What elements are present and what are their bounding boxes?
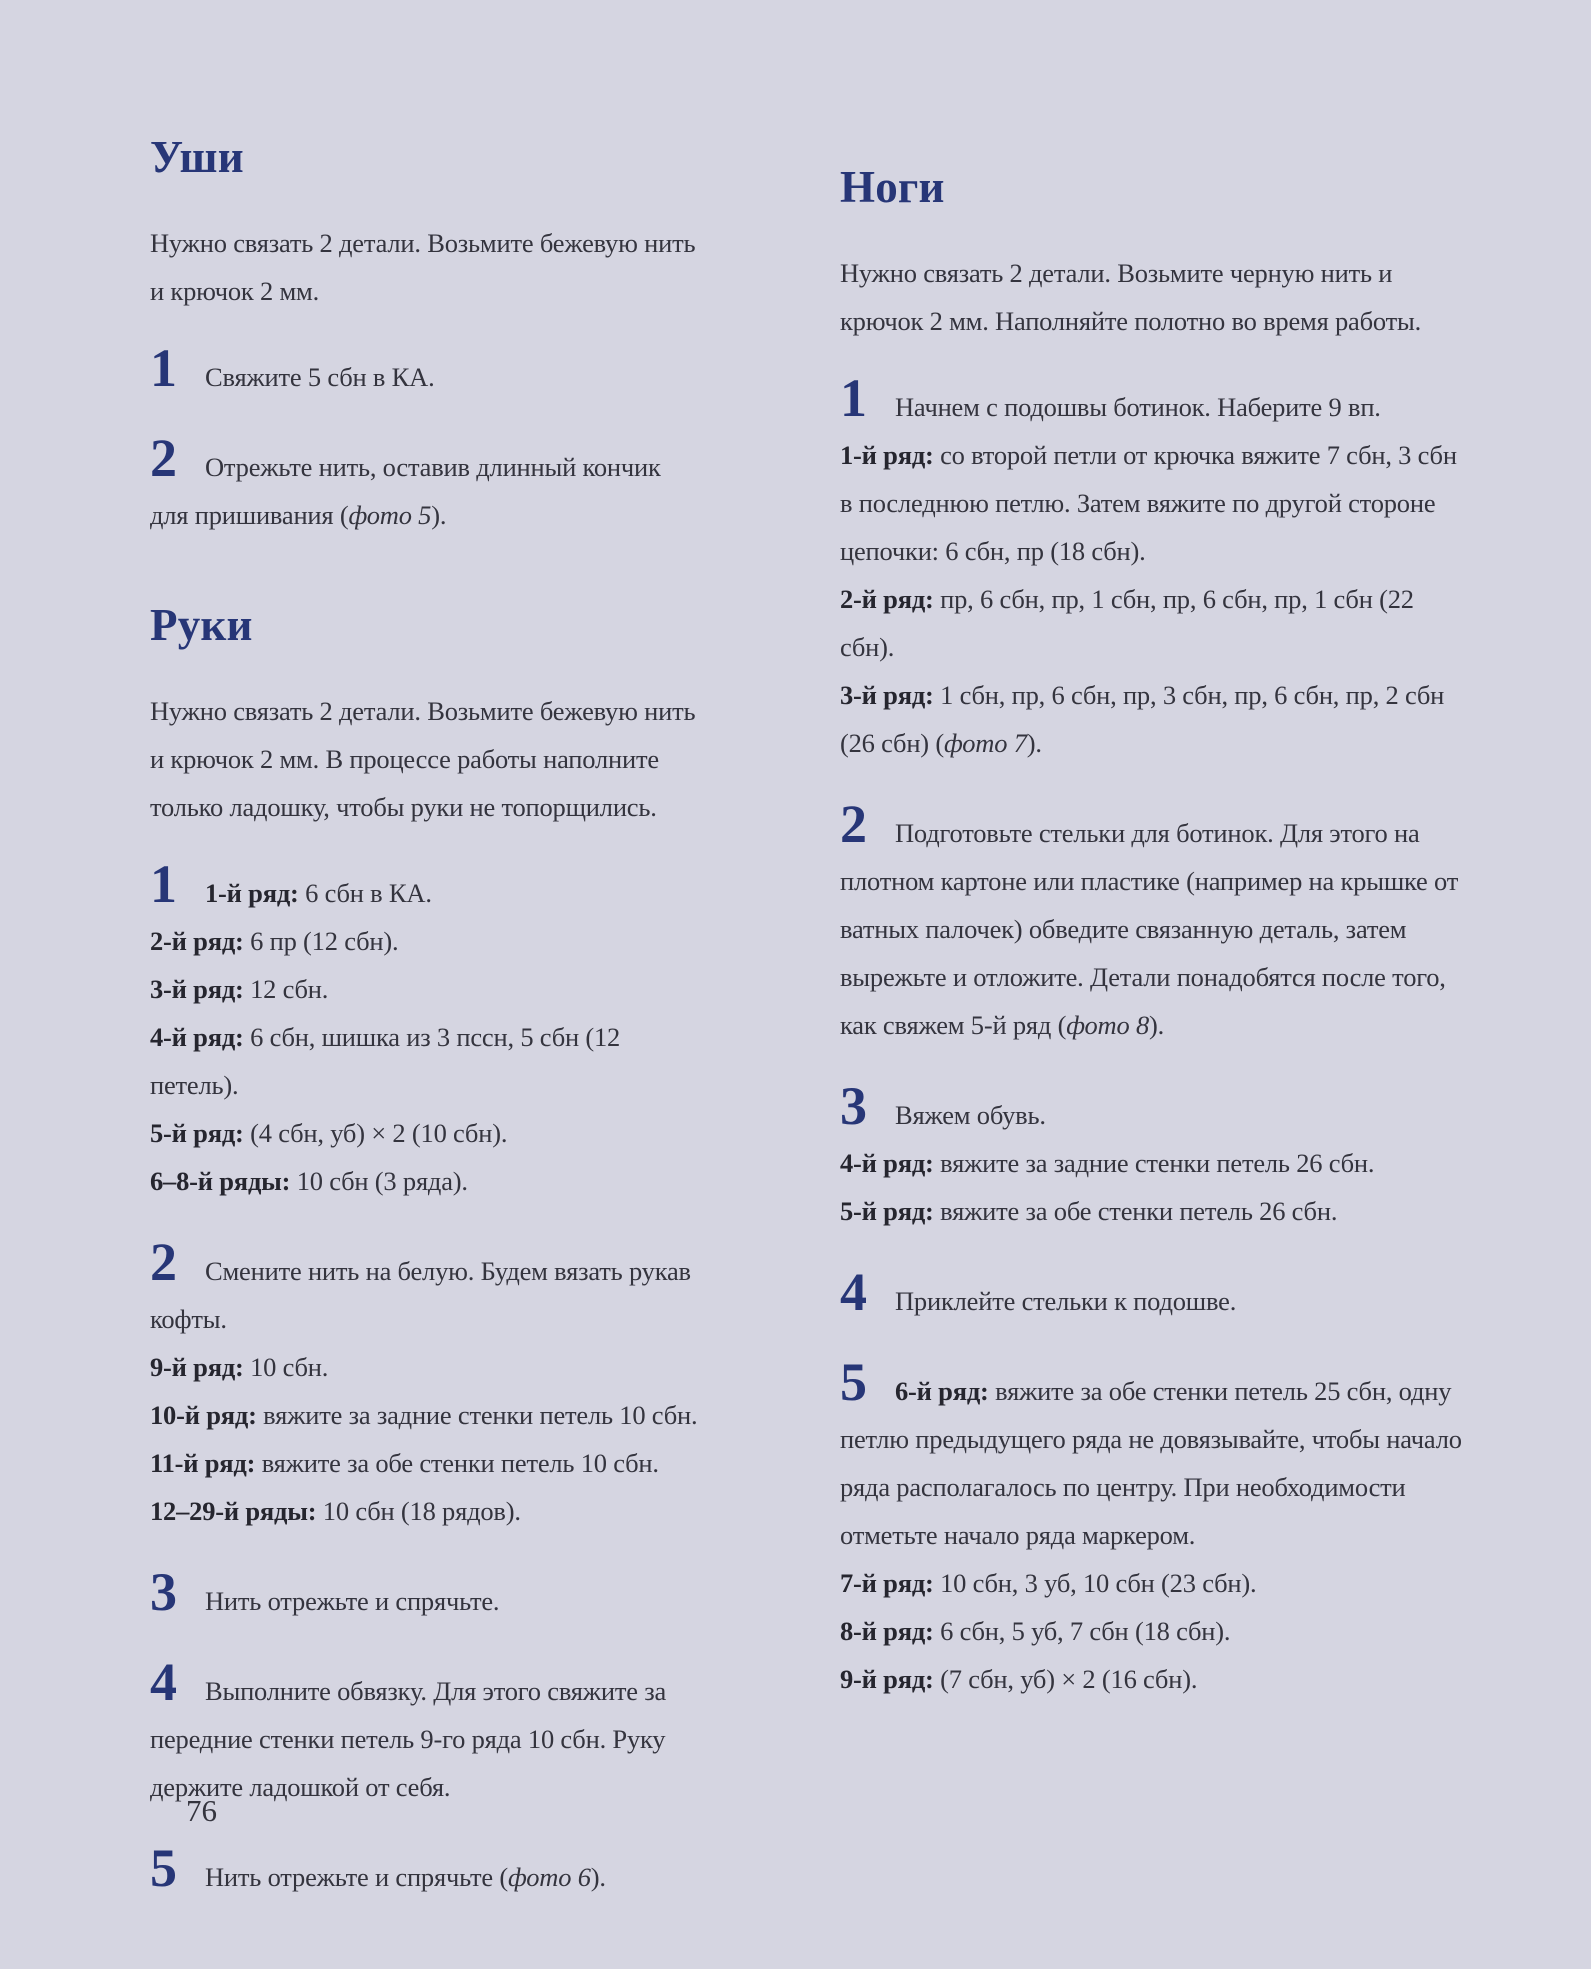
section-title: Руки (150, 600, 253, 650)
row-label: 7-й ряд: (840, 1568, 934, 1598)
intro-paragraph: Нужно связать 2 детали. Возьмите бежевую нить и крючок 2 мм. В процессе работы наполните только ладошку, чтобы руки не топорщились. (150, 696, 696, 822)
step (150, 854, 698, 1205)
section-title: Ноги (840, 162, 945, 212)
photo-reference: фото 7 (943, 728, 1027, 758)
row-label: 9-й ряд: (150, 1352, 244, 1382)
row-label: 1-й ряд: (840, 440, 934, 470)
step (150, 428, 698, 539)
step-row-line: 1-й ряд: со второй петли от крючка вяжите 7 сбн, 3 сбн в последнюю петлю. Затем вяжите по другой стороне цепочки: 6 сбн, пр (18 сбн). (840, 440, 1457, 566)
step-number: 3 (840, 1076, 867, 1136)
row-label: 5-й ряд: (150, 1118, 244, 1148)
row-label: 10-й ряд: (150, 1400, 257, 1430)
step-row-line: 12–29-й ряды: 10 сбн (18 рядов). (150, 1496, 521, 1526)
step-lead-line: 3 Вяжем обувь. (840, 1076, 1046, 1136)
intro-paragraph: Нужно связать 2 детали. Возьмите бежевую нить и крючок 2 мм. (150, 228, 696, 306)
step-lead-line: 2 Отрежьте нить, оставив длинный кончик для пришивания (фото 5). (150, 428, 661, 530)
step-number: 1 (150, 854, 177, 914)
step-row-line: 2-й ряд: 6 пр (12 сбн). (150, 926, 399, 956)
step (150, 1652, 698, 1811)
step-row-line: 4-й ряд: 6 сбн, шишка из 3 пссн, 5 сбн (12 петель). (150, 1022, 621, 1100)
step-lead-line: 4 Выполните обвязку. Для этого свяжите за передние стенки петель 9-го ряда 10 сбн. Руку держите ладошкой от себя. (150, 1652, 667, 1802)
step-row-line: 9-й ряд: 10 сбн. (150, 1352, 329, 1382)
step-row-line: 10-й ряд: вяжите за задние стенки петель 10 сбн. (150, 1400, 698, 1430)
step-row-line: 6–8-й ряды: 10 сбн (3 ряда). (150, 1166, 468, 1196)
step-number: 1 (840, 368, 867, 428)
row-label: 8-й ряд: (840, 1616, 934, 1646)
step-row-line: 9-й ряд: (7 сбн, уб) × 2 (16 сбн). (840, 1664, 1198, 1694)
row-label: 1-й ряд: (205, 878, 299, 908)
step-row-line: 5-й ряд: вяжите за обе стенки петель 26 сбн. (840, 1196, 1338, 1226)
step-row-line: 4-й ряд: вяжите за задние стенки петель 26 сбн. (840, 1148, 1375, 1178)
photo-reference: фото 5 (348, 500, 432, 530)
step-number: 2 (840, 794, 867, 854)
step-lead-line: 1 Начнем с подошвы ботинок. Наберите 9 вп. (840, 368, 1381, 428)
section (840, 163, 1472, 1703)
section (150, 601, 698, 1901)
row-label: 4-й ряд: (840, 1148, 934, 1178)
step-number: 3 (150, 1562, 177, 1622)
step-row-line: 3-й ряд: 1 сбн, пр, 6 сбн, пр, 3 сбн, пр, 6 сбн, пр, 2 сбн (26 сбн) (фото 7). (840, 680, 1445, 758)
step (840, 1262, 1472, 1325)
step-number: 4 (150, 1652, 177, 1712)
page-number: 76 (186, 1793, 217, 1828)
step (150, 1562, 698, 1625)
step-lead-line: 1 Свяжите 5 сбн в КА. (150, 338, 435, 398)
column-right (840, 163, 1472, 1703)
row-label: 6–8-й ряды: (150, 1166, 291, 1196)
step-lead-line: 5 6-й ряд: вяжите за обе стенки петель 25 сбн, одну петлю предыдущего ряда не довязывайте, чтобы начало ряда располагалось по центру. При необходимости отметьте начало ряда маркером. (840, 1352, 1462, 1550)
step (150, 1232, 698, 1535)
step (840, 1076, 1472, 1235)
section-title: Уши (150, 132, 244, 182)
row-label: 5-й ряд: (840, 1196, 934, 1226)
row-label: 6-й ряд: (895, 1376, 989, 1406)
step-lead-line: 2 Подготовьте стельки для ботинок. Для этого на плотном картоне или пластике (например на крышке от ватных палочек) обведите связанную деталь, затем вырежьте и отложите. Детали понадобятся после того, как свяжем 5-й ряд (фото 8). (840, 794, 1459, 1040)
row-label: 4-й ряд: (150, 1022, 244, 1052)
step-row-line: 7-й ряд: 10 сбн, 3 уб, 10 сбн (23 сбн). (840, 1568, 1257, 1598)
step (840, 368, 1472, 767)
row-label: 3-й ряд: (150, 974, 244, 1004)
step-number: 5 (150, 1838, 177, 1898)
step-lead-line: 5 Нить отрежьте и спрячьте (фото 6). (150, 1838, 606, 1898)
row-label: 9-й ряд: (840, 1664, 934, 1694)
step-lead-line: 3 Нить отрежьте и спрячьте. (150, 1562, 500, 1622)
row-label: 11-й ряд: (150, 1448, 256, 1478)
row-label: 2-й ряд: (150, 926, 244, 956)
step (840, 794, 1472, 1049)
step-lead-line: 1 1-й ряд: 6 сбн в КА. (150, 854, 432, 914)
step-number: 2 (150, 1232, 177, 1292)
step-lead-line: 4 Приклейте стельки к подошве. (840, 1262, 1237, 1322)
step-row-line: 5-й ряд: (4 сбн, уб) × 2 (10 сбн). (150, 1118, 508, 1148)
row-label: 3-й ряд: (840, 680, 934, 710)
photo-reference: фото 8 (1066, 1010, 1150, 1040)
step (840, 1352, 1472, 1703)
step-number: 1 (150, 338, 177, 398)
step-number: 5 (840, 1352, 867, 1412)
photo-reference: фото 6 (507, 1862, 591, 1892)
row-label: 2-й ряд: (840, 584, 934, 614)
step-row-line: 3-й ряд: 12 сбн. (150, 974, 329, 1004)
step (150, 338, 698, 401)
row-label: 12–29-й ряды: (150, 1496, 317, 1526)
step-row-line: 11-й ряд: вяжите за обе стенки петель 10 сбн. (150, 1448, 659, 1478)
step-lead-line: 2 Смените нить на белую. Будем вязать рукав кофты. (150, 1232, 691, 1334)
column-left (150, 133, 698, 1901)
section (150, 133, 698, 539)
step-row-line: 8-й ряд: 6 сбн, 5 уб, 7 сбн (18 сбн). (840, 1616, 1231, 1646)
step-number: 4 (840, 1262, 867, 1322)
step (150, 1838, 698, 1901)
intro-paragraph: Нужно связать 2 детали. Возьмите черную нить и крючок 2 мм. Наполняйте полотно во время работы. (840, 258, 1421, 336)
step-number: 2 (150, 428, 177, 488)
step-row-line: 2-й ряд: пр, 6 сбн, пр, 1 сбн, пр, 6 сбн, пр, 1 сбн (22 сбн). (840, 584, 1414, 662)
